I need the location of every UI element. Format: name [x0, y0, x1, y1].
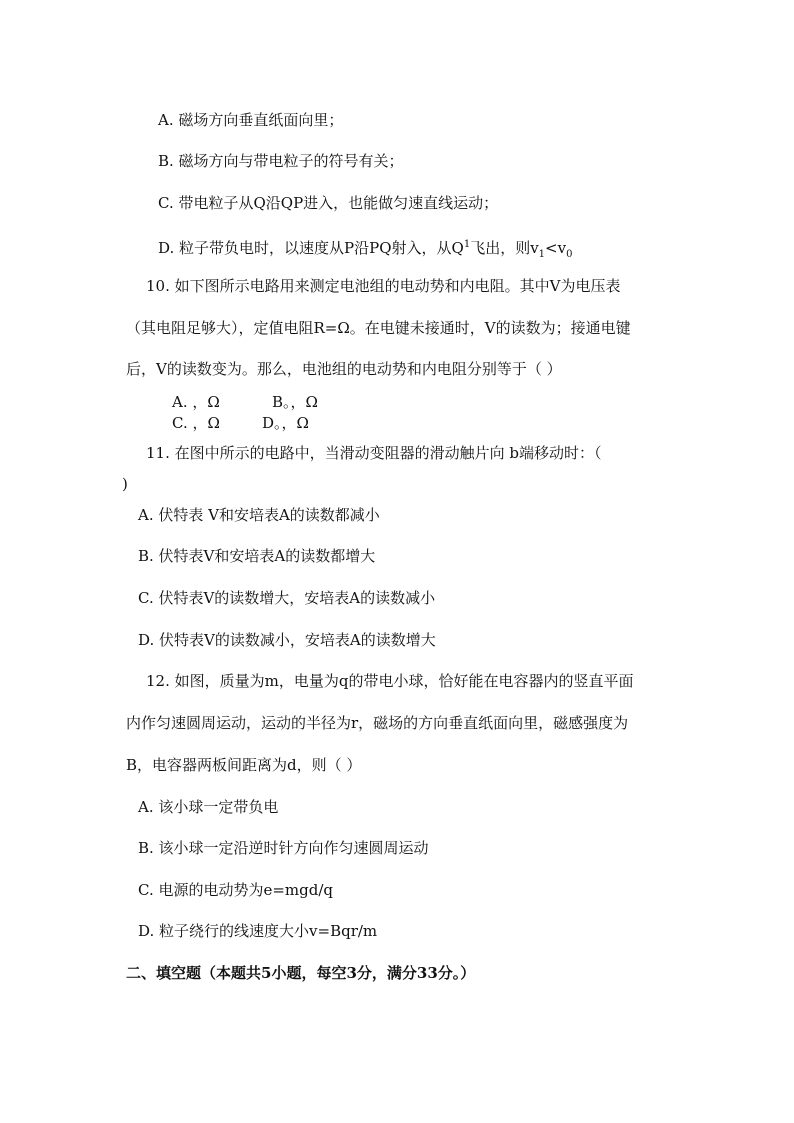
q9-option-c: C. 带电粒子从Q沿QP进入，也能做匀速直线运动； [158, 194, 499, 212]
q12-option-c: C. 电源的电动势为e=mgd/q [138, 881, 334, 899]
q9-option-b: B. 磁场方向与带电粒子的符号有关； [158, 152, 404, 170]
q12-text-line1: 12. 如图，质量为m，电量为q的带电小球，恰好能在电容器内的竖直平面 [146, 672, 634, 690]
q9-option-d-sub1: 1 [538, 249, 546, 260]
q11-option-d: D. 伏特表V的读数减小，安培表A的读数增大 [138, 631, 436, 649]
q9-option-a: A. 磁场方向垂直纸面向里； [158, 111, 344, 129]
q10-option-a: A. ，Ω [172, 393, 220, 411]
q12-option-a: A. 该小球一定带负电 [138, 798, 279, 816]
q12-text-line3: B，电容器两板间距离为d，则（ ） [126, 756, 362, 774]
q9-option-d-lt: <v [545, 239, 567, 257]
q10-option-d: D。，Ω [262, 414, 309, 432]
q9-option-d-sup: 1 [463, 239, 471, 250]
q9-option-d [158, 235, 572, 265]
q9-option-d-pre: D. 粒子带负电时，以速度从P沿PQ射入，从Q [158, 239, 464, 257]
q10-text-line3: 后，V的读数变为。那么，电池组的电动势和内电阻分别等于（ ） [126, 360, 562, 378]
section-heading: 二、填空题（本题共5小题，每空3分，满分33分。） [126, 964, 476, 982]
q11-option-b: B. 伏特表V和安培表A的读数都增大 [138, 547, 376, 565]
q9-option-d-mid: 飞出，则v [470, 239, 539, 257]
q12-option-b: B. 该小球一定沿逆时针方向作匀速圆周运动 [138, 839, 429, 857]
q11-option-c: C. 伏特表V的读数增大，安培表A的读数减小 [138, 589, 436, 607]
q12-text-line2: 内作匀速圆周运动，运动的半径为r，磁场的方向垂直纸面向里，磁感强度为 [126, 714, 629, 732]
q11-option-a: A. 伏特表 V和安培表A的读数都减小 [138, 506, 380, 524]
q10-option-c: C. ，Ω [172, 414, 220, 432]
q9-option-d-sub0: 0 [566, 249, 573, 260]
q11-text-line2: ) [122, 475, 128, 493]
q11-text-line1: 11. 在图中所示的电路中，当滑动变阻器的滑动触片向 b端移动时：（ [146, 444, 602, 462]
q12-option-d: D. 粒子绕行的线速度大小v=Bqr/m [138, 922, 378, 940]
q10-text-line2: （其电阻足够大），定值电阻R=Ω。在电键未接通时，V的读数为；接通电键 [126, 319, 631, 337]
q10-option-b: B。，Ω [272, 393, 318, 411]
q10-text-line1: 10. 如下图所示电路用来测定电池组的电动势和内电阻。其中V为电压表 [146, 277, 621, 295]
